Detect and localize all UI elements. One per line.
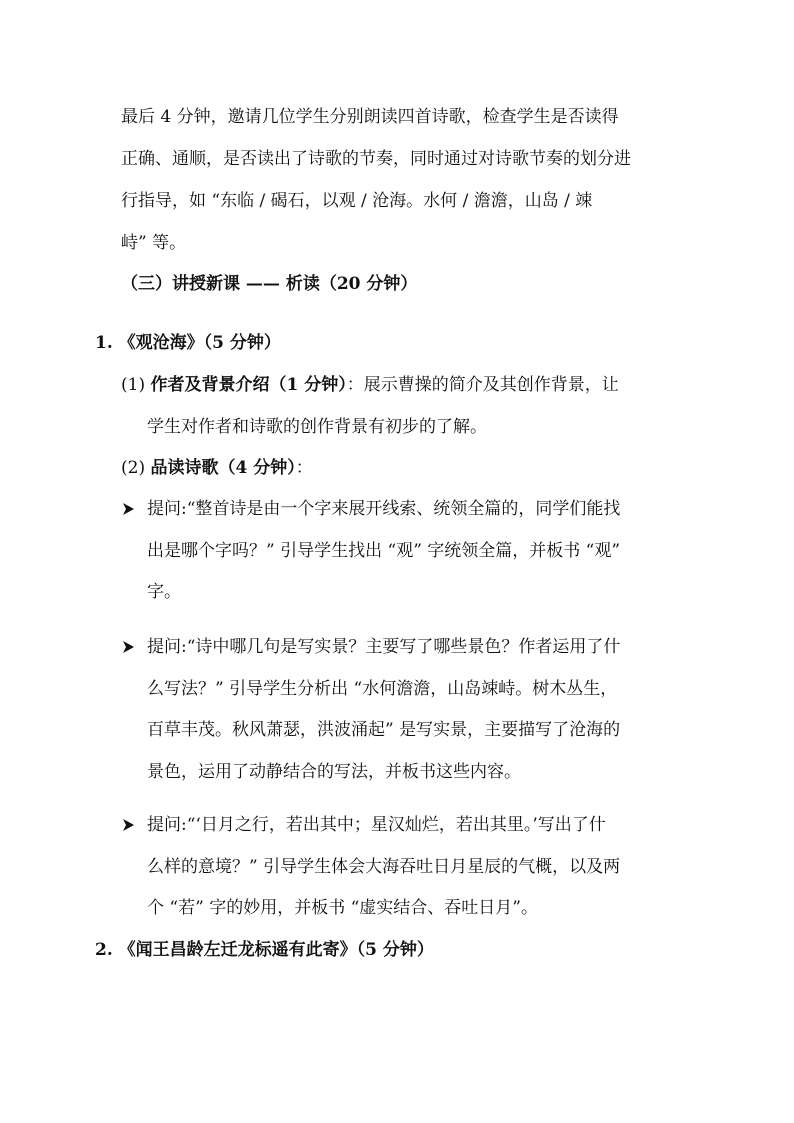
- bullet1-line-3: 字。: [147, 582, 181, 602]
- sub1-marker: (1): [121, 375, 146, 395]
- item1-title: 1. 《观沧海》（5 分钟）: [95, 333, 281, 353]
- sub1-line-2: 学生对作者和诗歌的创作背景有初步的了解。: [147, 417, 487, 437]
- sub1-bold-label: 作者及背景介绍（1 分钟）: [150, 375, 347, 395]
- bullet1-line-2: 出是哪个字吗？” 引导学生找出 “观” 字统领全篇，并板书 “观”: [147, 541, 621, 561]
- bullet2-line-1: 提问:“诗中哪几句是写实景？主要写了哪些景色？作者运用了什: [147, 637, 621, 657]
- intro-line-1: 最后 4 分钟，邀请几位学生分别朗读四首诗歌，检查学生是否读得: [121, 107, 619, 127]
- bullet3-line-3: 个 “若” 字的妙用，并板书 “虚实结合、吞吐日月”。: [147, 898, 538, 918]
- arrow-bullet-icon: [121, 818, 135, 832]
- bullet3-line-2: 么样的意境？” 引导学生体会大海吞吐日月星辰的气概，以及两: [147, 857, 621, 877]
- bullet2-line-4: 景色，运用了动静结合的写法，并板书这些内容。: [147, 762, 521, 782]
- intro-line-2: 正确、通顺，是否读出了诗歌的节奏，同时通过对诗歌节奏的划分进: [121, 149, 631, 169]
- item2-title: 2. 《闻王昌龄左迁龙标遥有此寄》（5 分钟）: [95, 940, 434, 960]
- sub2-rest: ：: [295, 458, 313, 478]
- sub2-bold-label: 品读诗歌（4 分钟）: [150, 458, 296, 478]
- bullet2-line-2: 么写法？” 引导学生分析出 “水何澹澹，山岛竦峙。树木丛生，: [147, 679, 618, 699]
- bullet2-line-3: 百草丰茂。秋风萧瑟，洪波涌起” 是写实景，主要描写了沧海的: [147, 720, 621, 740]
- bullet1-line-1: 提问:“整首诗是由一个字来展开线索、统领全篇的，同学们能找: [147, 499, 621, 519]
- intro-line-3: 行指导，如 “东临 / 碣石，以观 / 沧海。水何 / 澹澹，山岛 / 竦: [121, 191, 593, 211]
- sub2-line: [121, 457, 313, 479]
- intro-line-4: 峙” 等。: [121, 233, 187, 253]
- bullet3-line-1: 提问:“‘日月之行，若出其中；星汉灿烂，若出其里。’写出了什: [147, 815, 606, 835]
- sub1-rest: ：展示曹操的简介及其创作背景，让: [346, 375, 619, 395]
- arrow-bullet-icon: [121, 502, 135, 516]
- section-heading: （三）讲授新课 —— 析读（20 分钟）: [121, 274, 418, 294]
- sub1-line-1: [121, 374, 619, 396]
- sub2-marker: (2): [121, 458, 146, 478]
- arrow-bullet-icon: [121, 640, 135, 654]
